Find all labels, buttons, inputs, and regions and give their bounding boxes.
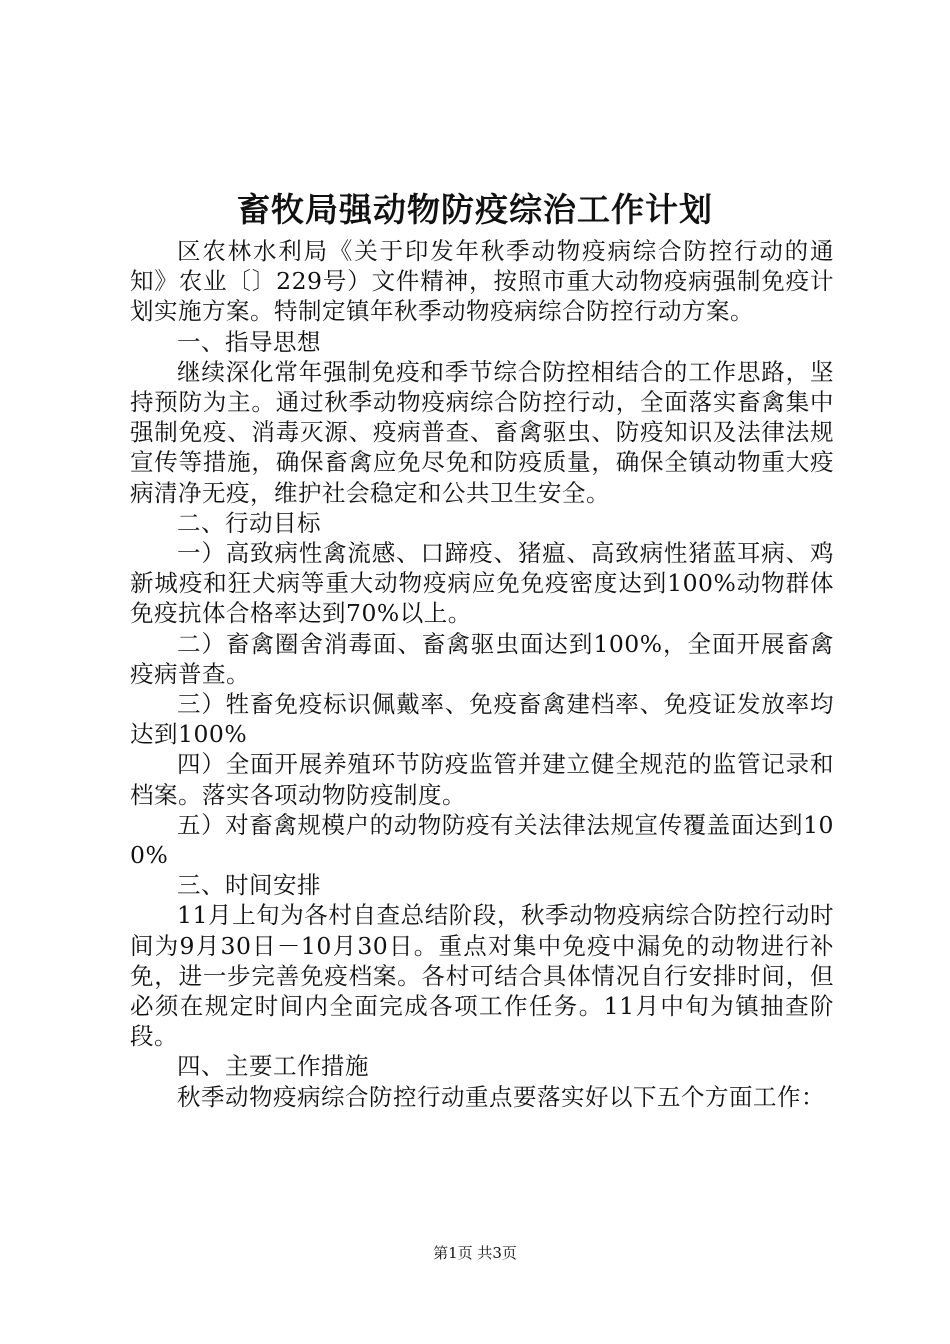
paragraph-main-measures: 秋季动物疫病综合防控行动重点要落实好以下五个方面工作： bbox=[177, 1082, 825, 1111]
section-heading-main-measures: 四、主要工作措施 bbox=[177, 1052, 369, 1081]
goal-item-5: 五）对畜禽规模户的动物防疫有关法律法规宣传覆盖面达到100% bbox=[130, 810, 834, 870]
goal-item-4: 四）全面开展养殖环节防疫监管并建立健全规范的监管记录和档案。落实各项动物防疫制度。 bbox=[130, 750, 834, 809]
paragraph-schedule: 11月上旬为各村自查总结阶段，秋季动物疫病综合防控行动时间为9月30日－10月30日。重点对集中免疫中漏免的动物进行补免，进一步完善免疫档案。各村可结合具体情况自行安排时间，但必须在规定时间内全面完成各项工作任务。11月中旬为镇抽查阶段。 bbox=[130, 901, 834, 1051]
goal-item-2: 二）畜禽圈舍消毒面、畜禽驱虫面达到100%，全面开展畜禽疫病普查。 bbox=[130, 629, 834, 688]
section-heading-action-goals: 二、行动目标 bbox=[177, 508, 321, 537]
goal-item-3: 三）牲畜免疫标识佩戴率、免疫畜禽建档率、免疫证发放率均达到100% bbox=[130, 690, 834, 749]
document-title: 畜牧局强动物防疫综治工作计划 bbox=[237, 190, 713, 229]
section-heading-schedule: 三、时间安排 bbox=[177, 871, 321, 900]
paragraph-guiding-thought: 继续深化常年强制免疫和季节综合防控相结合的工作思路，坚持预防为主。通过秋季动物疫病综合防控行动，全面落实畜禽集中强制免疫、消毒灭源、疫病普查、畜禽驱虫、防疫知识及法律法规宣传等措施，确保畜禽应免尽免和防疫质量，确保全镇动物重大疫病清净无疫，维护社会稳定和公共卫生安全。 bbox=[130, 357, 834, 507]
page-number-footer: 第1页 共3页 bbox=[433, 1244, 517, 1262]
section-heading-guiding-thought: 一、指导思想 bbox=[177, 327, 321, 356]
document-body bbox=[130, 236, 834, 1112]
goal-item-1: 一）高致病性禽流感、口蹄疫、猪瘟、高致病性猪蓝耳病、鸡新城疫和狂犬病等重大动物疫病应免免疫密度达到100%动物群体免疫抗体合格率达到70%以上。 bbox=[130, 539, 834, 628]
paragraph-intro: 区农林水利局《关于印发年秋季动物疫病综合防控行动的通知》农业〔〕229号）文件精神，按照市重大动物疫病强制免疫计划实施方案。特制定镇年秋季动物疫病综合防控行动方案。 bbox=[130, 237, 834, 326]
